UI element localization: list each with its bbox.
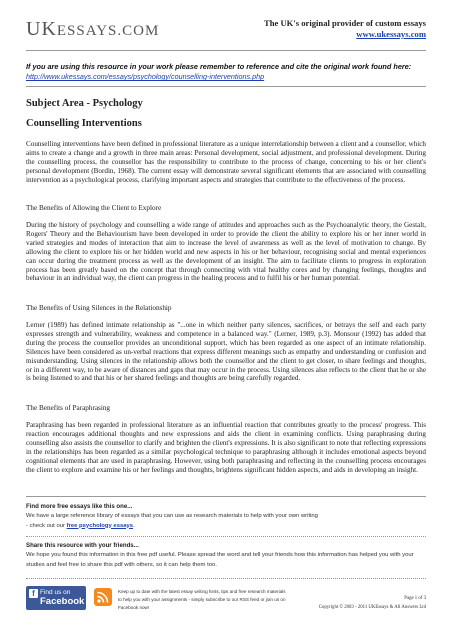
social-text bbox=[118, 588, 286, 613]
find-more-text bbox=[26, 512, 426, 531]
header-tagline-block bbox=[264, 18, 426, 40]
social-line-3: Facebook now! bbox=[118, 605, 150, 611]
paragraph-paraphrasing: Paraphrasing has been regarded in professional literature as an influential reaction that contributes greatly to the process' progress. This reaction encourages additional thoughts and new expressions and aids the client in examining conflicts. Using paraphrasing during counselling also assists the counsellor to clarify and brighten the client's expressions. It is also significant to note that reflecting expressions in the relationships has been regarded as a similar psychological technique to paraphrasing although it includes emotional aspects beyond cognitional elements that are used in paraphrasing. However, using both paraphrasing and reflecting in the counselling process encourages the client to explore and examine his or her feelings and thoughts, brightens significant hidden aspects, and aids in developing an insight. bbox=[26, 421, 426, 474]
section-heading-silences: The Benefits of Using Silences in the Relationship bbox=[26, 304, 172, 312]
paragraph-explore: During the history of psychology and counselling a wide range of attitudes and approaches such as the Psychoanalytic theory, the Gestalt, Rogers' Theory and the Behaviourism have been developed in order to provide the client the ability to explore his or her inner world in varied strategies and modes of interaction that aim to increase the level of awareness as well as the level of motivation to change. By allowing the client to explore his or her hidden world and new aspects in his or her behaviour, recognising social and mental experiences can occur during the treatment process as well as the development of an insight. The aim to facilitate clients to progress in exploration process has been greatly based on the concept that through connecting with vital healthy cores and by changing feelings, thoughts and behaviour in an individual way, the client can progress in the healing process and to fulfil his or her human potential. bbox=[26, 221, 426, 283]
logo-essays: ESSAYS bbox=[56, 23, 118, 39]
find-more-prefix: - check out our bbox=[26, 522, 65, 529]
free-psychology-essays-link[interactable]: free psychology essays bbox=[66, 522, 134, 529]
footer-divider-2 bbox=[26, 536, 426, 537]
facebook-label bbox=[40, 588, 84, 607]
footer-divider bbox=[26, 496, 426, 497]
logo-uk: UK bbox=[26, 18, 57, 40]
facebook-small-text: Find us on bbox=[40, 589, 71, 596]
rss-glyph bbox=[94, 588, 112, 606]
site-logo bbox=[26, 18, 159, 42]
intro-paragraph: Counselling interventions have been defined in professional literature as a unique interrelationship between a client and a counsellor, which aims to create a change and a growth in three main areas: Personal development, social adjustment, and professional development. During the counselling process, the counsellor has the responsibility to contribute to the process of change, concerning to his or her client's personal development (Bordin, 1968). The current essay will demonstrate several significant elements that are associated with counselling intervention as a psychological process, clarifying important aspects and strategies that contribute to the effectiveness of the process. bbox=[26, 140, 426, 184]
facebook-big-text: Facebook bbox=[40, 596, 85, 607]
find-more-line: We have a large reference library of essays that you can use as research materials to help with your own writing bbox=[26, 513, 318, 519]
citation-link[interactable]: http://www.ukessays.com/essays/psychology/counselling-interventions.php bbox=[26, 72, 265, 81]
page-number: Page 1 of 3 bbox=[404, 596, 426, 601]
share-text: We hope you found this information in this free pdf useful. Please spread the word and tell your friends how this information has helped you with your studies and feel free to share this pdf with others, so it can help them too. bbox=[26, 552, 414, 568]
section-heading-paraphrasing: The Benefits of Paraphrasing bbox=[26, 404, 111, 412]
rss-icon[interactable] bbox=[94, 588, 112, 606]
essay-title: Counselling Interventions bbox=[26, 118, 142, 129]
logo-suffix: .COM bbox=[117, 23, 160, 39]
share-title: Share this resource with your friends... bbox=[26, 542, 139, 549]
facebook-icon: f bbox=[29, 589, 38, 598]
social-line-2: to help you with your assignments - simply subscribe to our RSS feed or join us on bbox=[118, 597, 286, 603]
find-more-line-2 bbox=[26, 522, 426, 532]
find-more-title: Find more free essays like this one... bbox=[26, 503, 133, 510]
social-line-1: Keep up to date with the latest essay writing hints, tips and free research materials bbox=[118, 589, 286, 594]
site-url-link[interactable]: www.ukessays.com bbox=[356, 29, 426, 39]
header-divider bbox=[26, 50, 426, 51]
notice-divider bbox=[26, 86, 426, 87]
period: . bbox=[133, 522, 135, 529]
footer-divider-3 bbox=[26, 578, 426, 579]
copyright: Copyright © 2003 - 2011 UKEssays & All Answers Ltd bbox=[318, 605, 426, 610]
tagline: The UK's original provider of custom essays bbox=[263, 18, 426, 28]
citation-notice: If you are using this resource in your work please remember to reference and cite the original work found here: bbox=[26, 62, 412, 71]
paragraph-silences: Lerner (1989) has defined intimate relationship as "...one in which neither party silences, sacrifices, or betrays the self and each party expresses strength and vulnerability, weakness and competence in a balanced way." (Lerner, 1989, p.3). Monsour (1992) has added that during the process the counsellor provides an unconditional support, which has been regarded as one aspect of an intimate relationship. Silences have been considered as un-verbal reactions that express different meanings such as empathy and understanding or confusion and misunderstanding. Using silences in the relationship allows both the counsellor and the client to get closer, to share feelings and thoughts, or in a different way, to be aware of distances and gaps that may occur in the process. Using silences also reflects to the client that he or she is being listened to and that his or her shared feelings and thoughts are being carefully regarded. bbox=[26, 321, 426, 383]
section-heading-explore: The Benefits of Allowing the Client to Explore bbox=[26, 204, 162, 212]
subject-heading: Subject Area - Psychology bbox=[26, 98, 143, 109]
